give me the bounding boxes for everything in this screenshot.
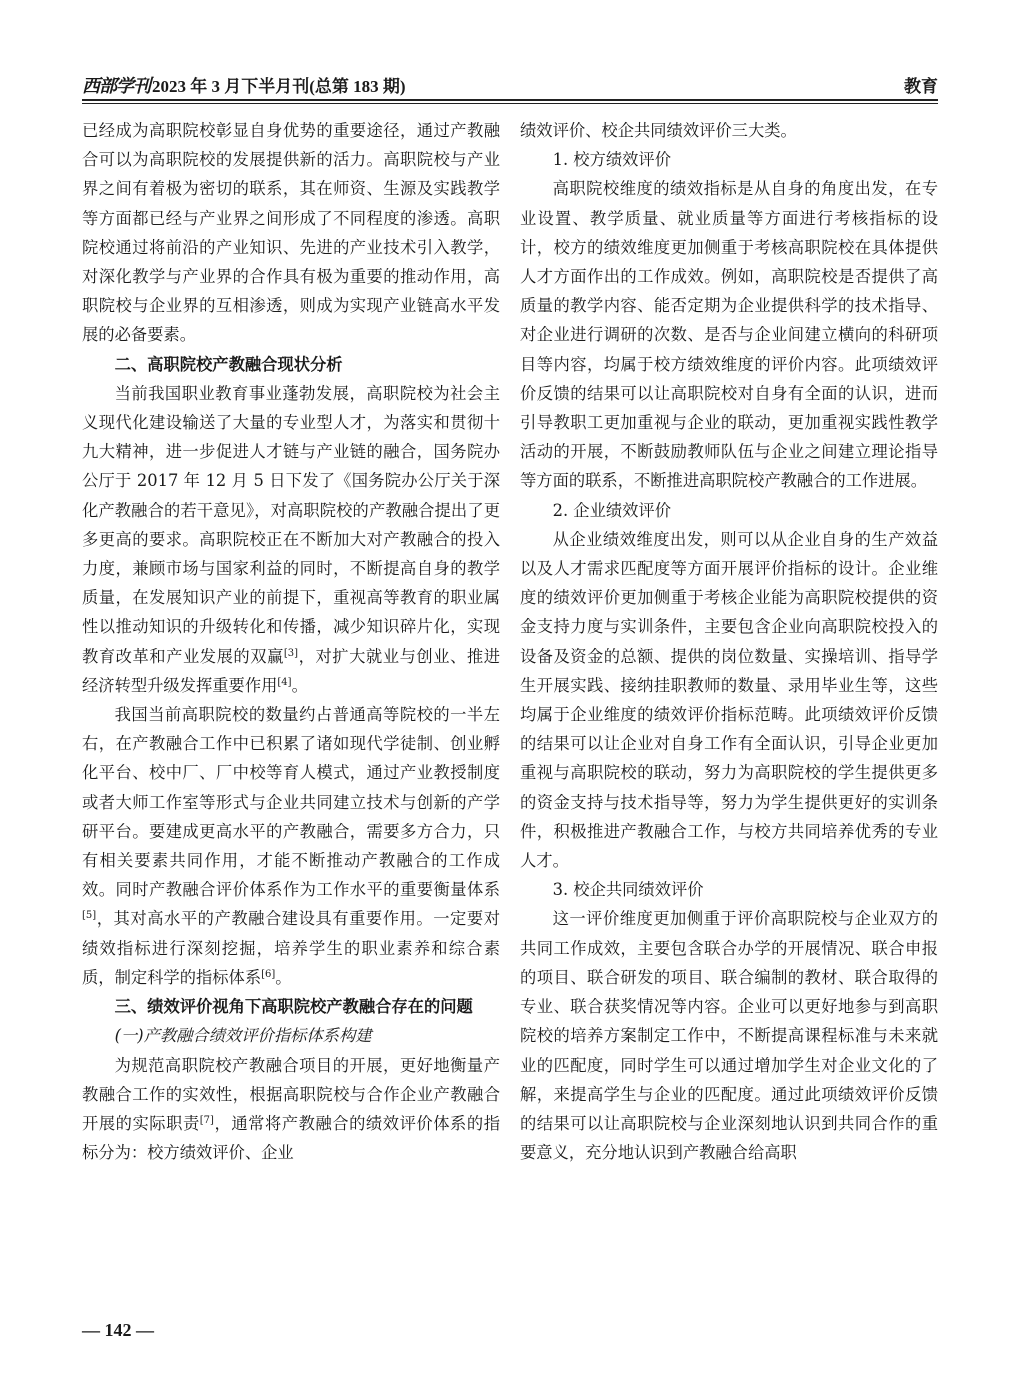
issue-label: 2023 年 3 月下半月刊(总第 183 期) [152,77,406,96]
citation: [6] [261,968,276,980]
citation: [7] [199,1114,214,1126]
subheading: 3. 校企共同绩效评价 [552,880,704,900]
subheading: 2. 企业绩效评价 [552,500,671,520]
paragraph-text: 。 [275,967,292,987]
paragraph-text: 当前我国职业教育事业蓬勃发展，高职院校为社会主义现代化建设输送了大量的专业型人才，为落实和贯彻十九大精神，进一步促进人才链与产业链的融合，国务院办公厅于 2017 年 12 月 5 日下发了《国务院办公厅关于深化产教融合的若干意见》，对高职院校的产教融合提出了更多更高的要求。高职院校正在不断加大对产教融合的投入力度，兼顾市场与国家利益的同时，不断提高自身的教学质量，在发展知识产业的前提下，重视高等教育的职业属性以推动知识的升级转化和传播，减少知识碎片化，实现教育改革和产业发展的双赢 [82,383,500,666]
subsection-heading: (一)产教融合绩效评价指标体系构建 [114,1026,372,1046]
journal-logo: 西部学刊 [82,76,150,96]
paragraph [82,379,500,700]
subheading: 1. 校方绩效评价 [552,150,671,170]
paragraph: 从企业绩效维度出发，则可以从企业自身的生产效益以及人才需求匹配度等方面开展评价指标的设计。企业维度的绩效评价更加侧重于考核企业能为高职院校提供的资金支持力度与实训条件，主要包含企业向高职院校投入的设备及资金的总额、提供的岗位数量、实操培训、指导学生开展实践、接纳挂职教师的数量、录用毕业生等，这些均属于企业维度的绩效评价指标范畴。此项绩效评价反馈的结果可以让企业对自身工作有全面认识，引导企业更加重视与高职院校的联动，努力为高职院校的学生提供更多的资金支持与技术指导等，努力为学生提供更好的实训条件，积极推进产教融合工作，与校方共同培养优秀的专业人才。 [520,529,938,871]
paragraph: 已经成为高职院校彰显自身优势的重要途径，通过产教融合可以为高职院校的发展提供新的活力。高职院校与产业界之间有着极为密切的联系，其在师资、生源及实践教学等方面都已经与产业界之间形成了不同程度的渗透。高职院校通过将前沿的产业知识、先进的产业技术引入教学，对深化教学与产业界的合作具有极为重要的推动作用，高职院校与企业界的互相渗透，则成为实现产业链高水平发展的必备要素。 [82,121,500,345]
section-heading: 二、高职院校产教融合现状分析 [114,354,343,374]
paragraph-text: ，通常将产教融合的绩效评价体系的指标分为：校方绩效评价、企业 [82,1113,500,1163]
citation: [3] [283,647,299,659]
running-header [82,70,938,100]
paragraph: 绩效评价、校企共同绩效评价三大类。 [520,121,797,140]
paragraph-text: 为规范高职院校产教融合项目的开展，更好地衡量产教融合工作的实效性，根据高职院校与合作企业产教融合开展的实际职责 [82,1055,500,1133]
citation: [5] [82,910,97,922]
journal-issue-line [82,72,406,98]
header-rule-thick [82,99,938,101]
paragraph [82,1051,500,1168]
left-column [82,116,500,1167]
right-column [520,116,938,1167]
section-label: 教育 [904,77,938,96]
paragraph-text: 我国当前高职院校的数量约占普通高等院校的一半左右，在产教融合工作中已积累了诸如现代学徒制、创业孵化平台、校中厂、厂中校等育人模式，通过产业教授制度或者大师工作室等形式与企业共同建立技术与创新的产学研平台。要建成更高水平的产教融合，需要多方合力，只有相关要素共同作用，才能不断推动产教融合的工作成效。同时产教融合评价体系作为工作水平的重要衡量体系 [82,705,500,900]
section-heading: 三、绩效评价视角下高职院校产教融合存在的问题 [114,997,473,1017]
paragraph: 这一评价维度更加侧重于评价高职院校与企业双方的共同工作成效，主要包含联合办学的开展情况、联合申报的项目、联合研发的项目、联合编制的教材、联合取得的专业、联合获奖情况等内容。企业可以更好地参与到高职院校的培养方案制定工作中，不断提高课程标准与未来就业的匹配度，同时学生可以通过增加学生对企业文化的了解，来提高学生与企业的匹配度。通过此项绩效评价反馈的结果可以让高职院校与企业深刻地认识到共同合作的重要意义，充分地认识到产教融合给高职 [520,909,938,1163]
paragraph-text: ，对扩大就业与创业、推进经济转型升级发挥重要作用 [82,646,500,695]
paragraph-text: 。 [291,675,308,695]
paragraph: 高职院校维度的绩效指标是从自身的角度出发，在专业设置、教学质量、就业质量等方面进行考核指标的设计，校方的绩效维度更加侧重于考核高职院校在具体提供人才方面作出的工作成效。例如，高职院校是否提供了高质量的教学内容、能否定期为企业提供科学的技术指导、对企业进行调研的次数、是否与企业间建立横向的科研项目等内容，均属于校方绩效维度的评价内容。此项绩效评价反馈的结果可以让高职院校对自身有全面的认识，进而引导教职工更加重视与企业的联动，更加重视实践性教学活动的开展，不断鼓励教师队伍与企业之间建立理论指导等方面的联系，不断推进高职院校产教融合的工作进展。 [520,179,938,491]
paragraph [82,700,500,992]
citation: [4] [277,676,292,688]
paragraph-text: ，其对高水平的产教融合建设具有重要作用。一定要对绩效指标进行深刻挖掘，培养学生的职业素养和综合素质，制定科学的指标体系 [82,909,500,987]
page-number: — 142 — [82,1320,154,1340]
header-rule-thin [82,103,938,104]
